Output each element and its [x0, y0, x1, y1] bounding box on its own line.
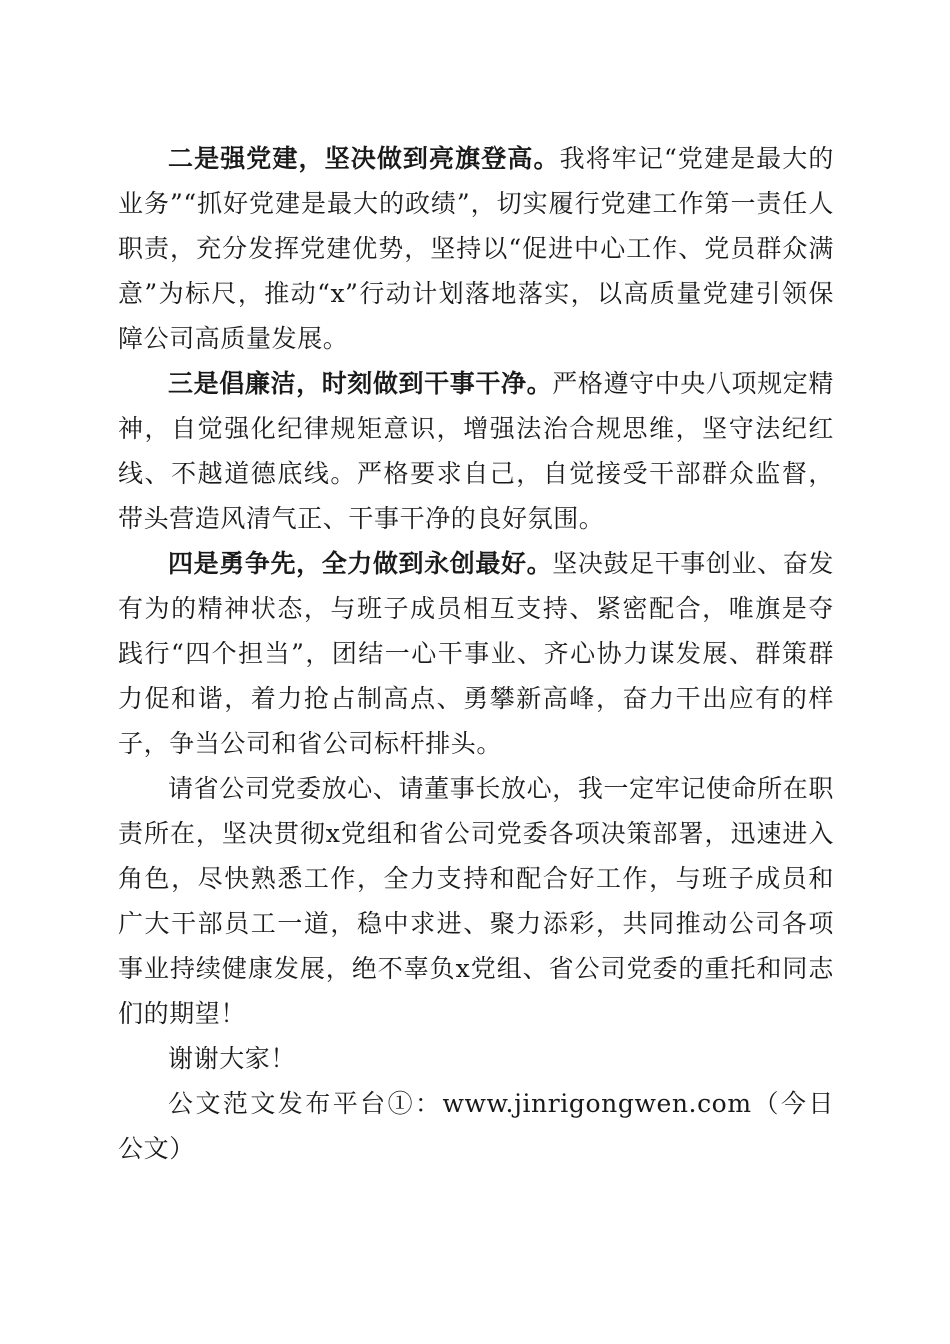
document-body [118, 136, 834, 1171]
paragraph-strive-first [118, 541, 834, 766]
paragraph-lead: 四是勇争先，全力做到永创最好。 [168, 549, 553, 578]
paragraph-integrity [118, 361, 834, 541]
paragraph-party-building [118, 136, 834, 361]
paragraph-text: 我将牢记“党建是最大的业务”“抓好党建是最大的政绩”，切实履行党建工作第一责任人职责，充分发挥党建优势，坚持以“促进中心工作、党员群众满意”为标尺，推动“x”行动计划落地落实，以高质量党建引领保障公司高质量发展。 [118, 144, 834, 353]
paragraph-text: 公文范文发布平台①：www.jinrigongwen.com（今日公文） [118, 1089, 834, 1163]
paragraph-pledge [118, 766, 834, 1036]
paragraph-text: 坚决鼓足干事创业、奋发有为的精神状态，与班子成员相互支持、紧密配合，唯旗是夺践行“四个担当”，团结一心干事业、齐心协力谋发展、群策群力促和谐，着力抢占制高点、勇攀新高峰，奋力干出应有的样子，争当公司和省公司标杆排头。 [118, 549, 834, 758]
paragraph-text: 严格遵守中央八项规定精神，自觉强化纪律规矩意识，增强法治合规思维，坚守法纪红线、不越道德底线。严格要求自己，自觉接受干部群众监督，带头营造风清气正、干事干净的良好氛围。 [118, 369, 834, 533]
paragraph-text: 请省公司党委放心、请董事长放心，我一定牢记使命所在职责所在，坚决贯彻x党组和省公司党委各项决策部署，迅速进入角色，尽快熟悉工作，全力支持和配合好工作，与班子成员和广大干部员工一道，稳中求进、聚力添彩，共同推动公司各项事业持续健康发展，绝不辜负x党组、省公司党委的重托和同志们的期望！ [118, 774, 834, 1028]
paragraph-source-note [118, 1081, 834, 1171]
paragraph-lead: 三是倡廉洁，时刻做到干事干净。 [168, 369, 553, 398]
paragraph-thanks [118, 1036, 834, 1081]
paragraph-lead: 二是强党建，坚决做到亮旗登高。 [168, 144, 560, 173]
paragraph-text: 谢谢大家！ [168, 1044, 297, 1073]
